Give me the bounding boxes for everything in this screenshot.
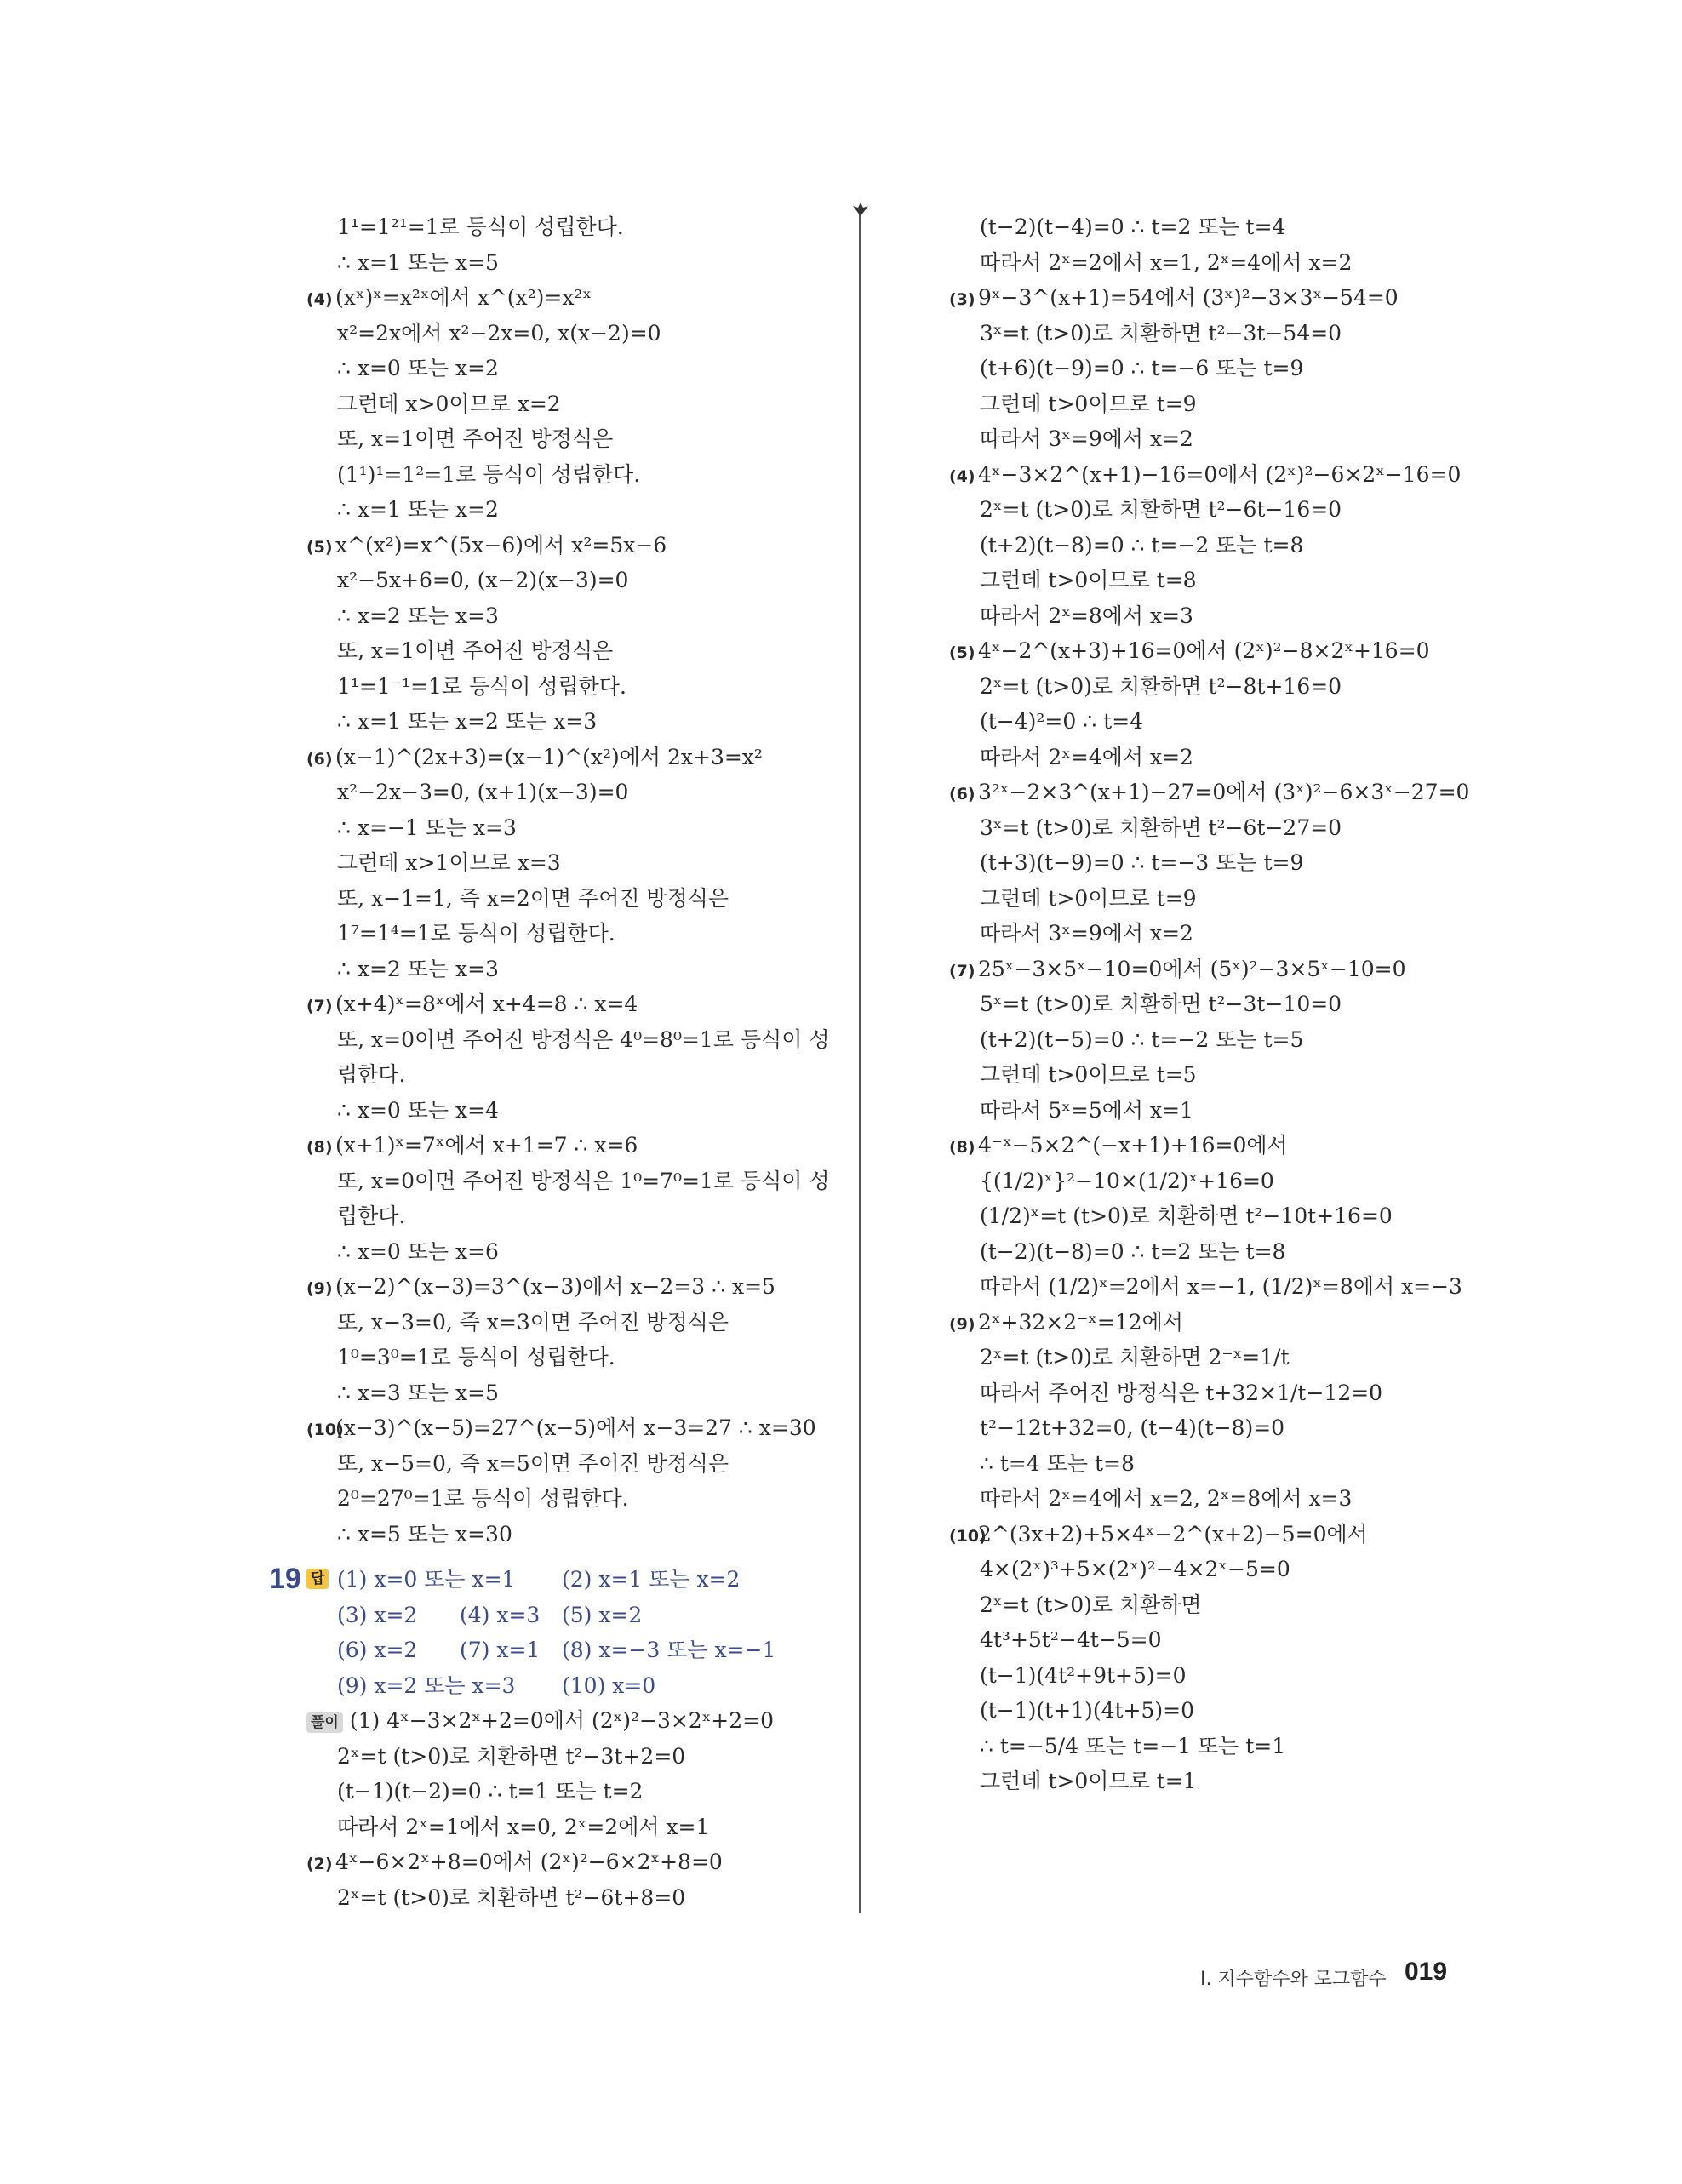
line-text: x^(x²)=x^(5x−6)에서 x²=5x−6 [335, 532, 667, 557]
line-text: (t+3)(t−9)=0 ∴ t=−3 또는 t=9 [980, 850, 1304, 875]
line-text: x²=2x에서 x²−2x=0, x(x−2)=0 [337, 320, 661, 346]
solution-line [949, 845, 1477, 881]
solution-line [949, 1093, 1477, 1129]
line-text: 2⁰=27⁰=1로 등식이 성립한다. [337, 1486, 629, 1511]
solution-item [949, 280, 1477, 316]
item-number: (7) [306, 997, 333, 1015]
line-text: (t−4)²=0 ∴ t=4 [980, 709, 1143, 734]
line-text: 또, x=1이면 주어진 방정식은 [337, 638, 614, 663]
line-text: ∴ t=−5/4 또는 t=−1 또는 t=1 [980, 1733, 1286, 1758]
line-text: 4×(2ˣ)³+5×(2ˣ)²−4×2ˣ−5=0 [980, 1557, 1290, 1581]
solution-line [949, 316, 1477, 352]
line-text: ∴ x=0 또는 x=2 [337, 356, 499, 380]
solution-line [949, 1269, 1477, 1305]
item-number: (4) [306, 290, 333, 309]
solution-item [949, 952, 1477, 987]
solution-line [306, 245, 834, 281]
line-text: ∴ x=−1 또는 x=3 [337, 815, 517, 840]
solution-line [949, 669, 1477, 705]
item-number: (8) [949, 1138, 975, 1157]
line-text: 3ˣ=t (t>0)로 치환하면 t²−6t−27=0 [980, 815, 1342, 840]
solution-line [306, 1481, 834, 1517]
line-text: 따라서 3ˣ=9에서 x=2 [980, 426, 1193, 451]
solution-line [949, 1198, 1477, 1234]
solution-line [949, 881, 1477, 917]
line-text: 2ˣ=t (t>0)로 치환하면 2⁻ˣ=1/t [980, 1345, 1290, 1369]
answer-row [306, 1632, 834, 1668]
page-number: 019 [1405, 1958, 1448, 1986]
solution-item [306, 528, 834, 563]
line-text: 1¹=1²¹=1로 등식이 성립한다. [337, 214, 624, 239]
line-text: {(1/2)ˣ}²−10×(1/2)ˣ+16=0 [980, 1168, 1274, 1193]
solution-line [306, 1022, 834, 1058]
solution-line [949, 810, 1477, 846]
solution-item [306, 1269, 834, 1305]
solution-line [306, 1340, 834, 1375]
solution-line [306, 669, 834, 705]
line-text: 따라서 2ˣ=4에서 x=2 [980, 744, 1193, 769]
line-text: 또, x−3=0, 즉 x=3이면 주어진 방정식은 [337, 1309, 729, 1335]
item-number: (3) [949, 290, 975, 309]
answer-cell: (8) x=−3 또는 x=−1 [562, 1638, 776, 1662]
solution-line [949, 351, 1477, 386]
solution-line [949, 986, 1477, 1022]
line-text: ∴ x=3 또는 x=5 [337, 1380, 499, 1405]
item-number: (4) [949, 466, 975, 486]
solution-line [949, 1163, 1477, 1199]
solution-label: 풀이 [306, 1712, 343, 1733]
solution-line [306, 916, 834, 952]
solution-line [306, 457, 834, 493]
line-text: 2ˣ+32×2⁻ˣ=12에서 [978, 1309, 1183, 1335]
solution-line [949, 386, 1477, 422]
solution-line [306, 952, 834, 987]
solution-line [949, 598, 1477, 634]
line-text: 1⁷=1⁴=1로 등식이 성립한다. [337, 921, 615, 946]
line-text: (t−2)(t−4)=0 ∴ t=2 또는 t=4 [980, 214, 1286, 239]
solution-line [306, 1234, 834, 1270]
right-column [949, 209, 1477, 1799]
line-text: 따라서 3ˣ=9에서 x=2 [980, 921, 1193, 946]
solution-line [949, 1729, 1477, 1764]
line-text: 그런데 t>0이므로 t=8 [980, 568, 1197, 592]
solution-line [949, 704, 1477, 740]
answer-cell: (3) x=2 [337, 1602, 418, 1627]
line-text: x²−2x−3=0, (x+1)(x−3)=0 [337, 780, 629, 804]
solution-line [306, 1810, 834, 1845]
solution-line [306, 1517, 834, 1552]
line-text: 그런데 x>0이므로 x=2 [337, 391, 561, 416]
solution-line [306, 1198, 834, 1234]
answer-cell: (10) x=0 [562, 1672, 656, 1698]
solution-line [949, 1764, 1477, 1799]
left-column [269, 209, 834, 1915]
line-text: 4ˣ−3×2^(x+1)−16=0에서 (2ˣ)²−6×2ˣ−16=0 [978, 461, 1462, 487]
solution-line [949, 421, 1477, 457]
line-text: (1/2)ˣ=t (t>0)로 치환하면 t²−10t+16=0 [980, 1203, 1393, 1228]
line-text: 따라서 2ˣ=2에서 x=1, 2ˣ=4에서 x=2 [980, 249, 1353, 275]
line-text: 4t³+5t²−4t−5=0 [980, 1627, 1162, 1652]
line-text: (x−2)^(x−3)=3^(x−3)에서 x−2=3 ∴ x=5 [335, 1274, 775, 1299]
solution-line [306, 1880, 834, 1916]
answer-cell: (9) x=2 또는 x=3 [337, 1672, 516, 1698]
solution-line [949, 1234, 1477, 1270]
line-text: 25ˣ−3×5ˣ−10=0에서 (5ˣ)²−3×5ˣ−10=0 [978, 956, 1406, 981]
line-text: 1¹=1⁻¹=1로 등식이 성립한다. [337, 673, 626, 699]
solution-line [306, 492, 834, 528]
solution-item [306, 1844, 834, 1880]
item-number: (6) [949, 785, 975, 803]
solution-line [949, 1057, 1477, 1093]
item-number: (9) [306, 1279, 333, 1298]
solution-item [306, 740, 834, 775]
line-text: 1⁰=3⁰=1로 등식이 성립한다. [337, 1345, 615, 1369]
line-text: (t+2)(t−5)=0 ∴ t=−2 또는 t=5 [980, 1026, 1304, 1052]
answer-cell: (2) x=1 또는 x=2 [562, 1567, 741, 1592]
line-text: 또, x−5=0, 즉 x=5이면 주어진 방정식은 [337, 1450, 729, 1476]
solution-line [306, 810, 834, 846]
solution-line [306, 881, 834, 917]
line-text: (xˣ)ˣ=x²ˣ에서 x^(x²)=x²ˣ [335, 285, 592, 310]
solution-line [306, 704, 834, 740]
line-text: (t−1)(t−2)=0 ∴ t=1 또는 t=2 [337, 1779, 644, 1804]
solution-line [306, 386, 834, 422]
solution-line [306, 1375, 834, 1411]
solution-item [949, 1517, 1477, 1552]
question-number: 19 [269, 1563, 301, 1595]
line-text: 2^(3x+2)+5×4ˣ−2^(x+2)−5=0에서 [978, 1521, 1368, 1547]
solution-line [306, 1739, 834, 1775]
answer-cell: (6) x=2 [337, 1638, 418, 1662]
line-text: (1¹)¹=1²=1로 등식이 성립한다. [337, 461, 641, 487]
solution-item [949, 633, 1477, 669]
solution-line [949, 563, 1477, 598]
solution-item [306, 1128, 834, 1163]
solution-line [949, 209, 1477, 245]
answer-cell: (5) x=2 [562, 1602, 643, 1627]
answer-cell: (7) x=1 [460, 1638, 541, 1662]
line-text: 2ˣ=t (t>0)로 치환하면 t²−6t−16=0 [980, 497, 1342, 522]
solution-line [949, 1658, 1477, 1694]
line-text: 따라서 2ˣ=8에서 x=3 [980, 603, 1193, 628]
line-text: 또, x=0이면 주어진 방정식은 4⁰=8⁰=1로 등식이 성 [337, 1026, 830, 1052]
answer-label: 답 [306, 1569, 329, 1589]
answer-row [269, 1562, 834, 1598]
solution-line [306, 1774, 834, 1810]
solution-item [306, 986, 834, 1022]
solution-line [949, 1622, 1477, 1658]
line-text: 따라서 5ˣ=5에서 x=1 [980, 1097, 1193, 1123]
line-text: 따라서 (1/2)ˣ=2에서 x=−1, (1/2)ˣ=8에서 x=−3 [980, 1274, 1462, 1299]
solution-item [306, 1410, 834, 1446]
line-text: (x−3)^(x−5)=27^(x−5)에서 x−3=27 ∴ x=30 [335, 1415, 816, 1440]
line-text: (x+4)ˣ=8ˣ에서 x+4=8 ∴ x=4 [335, 992, 638, 1016]
item-number: (8) [306, 1138, 333, 1157]
line-text: ∴ x=2 또는 x=3 [337, 603, 499, 628]
line-text: 2ˣ=t (t>0)로 치환하면 t²−6t+8=0 [337, 1884, 686, 1910]
solution-line [306, 209, 834, 245]
line-text: (t−2)(t−8)=0 ∴ t=2 또는 t=8 [980, 1238, 1286, 1264]
line-text: (t−1)(4t²+9t+5)=0 [980, 1662, 1187, 1688]
solution-line [949, 492, 1477, 528]
line-text: (t+2)(t−8)=0 ∴ t=−2 또는 t=8 [980, 532, 1304, 557]
solution-item [306, 1703, 834, 1739]
solution-line [949, 1375, 1477, 1411]
item-number: (10) [306, 1421, 344, 1439]
chapter-title: Ⅰ. 지수함수와 로그함수 [1200, 1969, 1387, 1990]
line-text: 2ˣ=t (t>0)로 치환하면 t²−8t+16=0 [980, 673, 1342, 699]
solution-line [306, 845, 834, 881]
column-divider [859, 213, 861, 1913]
line-text: 4ˣ−2^(x+3)+16=0에서 (2ˣ)²−8×2ˣ+16=0 [978, 638, 1430, 663]
solution-item [306, 280, 834, 316]
line-text: (t+6)(t−9)=0 ∴ t=−6 또는 t=9 [980, 356, 1304, 380]
solution-line [306, 633, 834, 669]
line-text: 3ˣ=t (t>0)로 치환하면 t²−3t−54=0 [980, 320, 1342, 346]
line-text: ∴ x=0 또는 x=6 [337, 1238, 499, 1264]
line-text: ∴ x=1 또는 x=2 또는 x=3 [337, 709, 598, 734]
line-text: 따라서 2ˣ=4에서 x=2, 2ˣ=8에서 x=3 [980, 1486, 1353, 1511]
item-number: (7) [949, 961, 975, 981]
divider-ornament-icon [848, 201, 873, 218]
line-text: ∴ x=5 또는 x=30 [337, 1521, 512, 1547]
line-text: 3²ˣ−2×3^(x+1)−27=0에서 (3ˣ)²−6×3ˣ−27=0 [978, 780, 1470, 804]
item-number: (6) [306, 749, 333, 769]
line-text: ∴ x=0 또는 x=4 [337, 1097, 499, 1123]
item-number: (9) [949, 1314, 975, 1334]
solution-line [949, 740, 1477, 775]
solution-line [306, 1163, 834, 1199]
line-text: (x+1)ˣ=7ˣ에서 x+1=7 ∴ x=6 [335, 1133, 638, 1158]
line-text: 2ˣ=t (t>0)로 치환하면 [980, 1592, 1202, 1617]
line-text: ∴ x=1 또는 x=5 [337, 249, 499, 275]
answer-row [306, 1598, 834, 1633]
line-text: (t−1)(t+1)(4t+5)=0 [980, 1698, 1194, 1723]
solution-line [306, 1057, 834, 1093]
line-text: 따라서 주어진 방정식은 t+32×1/t−12=0 [980, 1380, 1383, 1405]
line-text: 또, x−1=1, 즉 x=2이면 주어진 방정식은 [337, 885, 729, 911]
line-text: 5ˣ=t (t>0)로 치환하면 t²−3t−10=0 [980, 992, 1342, 1016]
line-text: t²−12t+32=0, (t−4)(t−8)=0 [980, 1415, 1285, 1440]
solution-line [306, 598, 834, 634]
answer-row [306, 1668, 834, 1704]
solution-line [949, 1340, 1477, 1375]
line-text: 그런데 t>0이므로 t=9 [980, 391, 1197, 416]
line-text: 그런데 x>1이므로 x=3 [337, 850, 561, 875]
line-text: 립한다. [337, 1203, 406, 1228]
line-text: 또, x=0이면 주어진 방정식은 1⁰=7⁰=1로 등식이 성 [337, 1168, 830, 1193]
item-number: (10) [949, 1526, 987, 1546]
solution-line [306, 1446, 834, 1482]
item-number: (5) [306, 537, 333, 557]
line-text: (x−1)^(2x+3)=(x−1)^(x²)에서 2x+3=x² [335, 744, 763, 769]
solution-line [306, 1305, 834, 1341]
line-text: 그런데 t>0이므로 t=9 [980, 885, 1197, 911]
line-text: 4⁻ˣ−5×2^(−x+1)+16=0에서 [978, 1133, 1288, 1158]
solution-line [306, 775, 834, 810]
item-number: (2) [306, 1855, 333, 1873]
solution-line [949, 1552, 1477, 1587]
line-text: ∴ x=2 또는 x=3 [337, 956, 499, 981]
answer-cell: (4) x=3 [460, 1602, 541, 1627]
solution-item [949, 775, 1477, 810]
line-text: 그런데 t>0이므로 t=5 [980, 1062, 1197, 1087]
solution-line [306, 351, 834, 386]
solution-line [949, 1481, 1477, 1517]
line-text: ∴ t=4 또는 t=8 [980, 1450, 1135, 1476]
answer-cell: (1) x=0 또는 x=1 [337, 1567, 516, 1592]
line-text: 따라서 2ˣ=1에서 x=0, 2ˣ=2에서 x=1 [337, 1814, 710, 1839]
line-text: 2ˣ=t (t>0)로 치환하면 t²−3t+2=0 [337, 1743, 686, 1769]
solution-line [306, 316, 834, 352]
line-text: 4ˣ−6×2ˣ+8=0에서 (2ˣ)²−6×2ˣ+8=0 [335, 1850, 723, 1874]
solution-line [949, 245, 1477, 281]
item-number: (5) [949, 643, 975, 662]
solution-line [949, 916, 1477, 952]
line-text: 그런데 t>0이므로 t=1 [980, 1769, 1197, 1793]
solution-item [949, 457, 1477, 493]
line-text: 또, x=1이면 주어진 방정식은 [337, 426, 614, 451]
solution-line [949, 1410, 1477, 1446]
solution-line [306, 421, 834, 457]
solution-line [949, 1446, 1477, 1482]
line-text: 9ˣ−3^(x+1)=54에서 (3ˣ)²−3×3ˣ−54=0 [978, 285, 1399, 310]
line-text: 립한다. [337, 1062, 406, 1087]
solution-item [949, 1305, 1477, 1341]
solution-line [949, 528, 1477, 563]
solution-line [949, 1587, 1477, 1623]
solution-line [306, 563, 834, 598]
solution-line [949, 1693, 1477, 1729]
solution-line [949, 1022, 1477, 1058]
solution-line [306, 1093, 834, 1129]
line-text: ∴ x=1 또는 x=2 [337, 497, 499, 522]
line-text: (1) 4ˣ−3×2ˣ+2=0에서 (2ˣ)²−3×2ˣ+2=0 [349, 1708, 775, 1733]
solution-item [949, 1128, 1477, 1163]
line-text: x²−5x+6=0, (x−2)(x−3)=0 [337, 568, 629, 592]
